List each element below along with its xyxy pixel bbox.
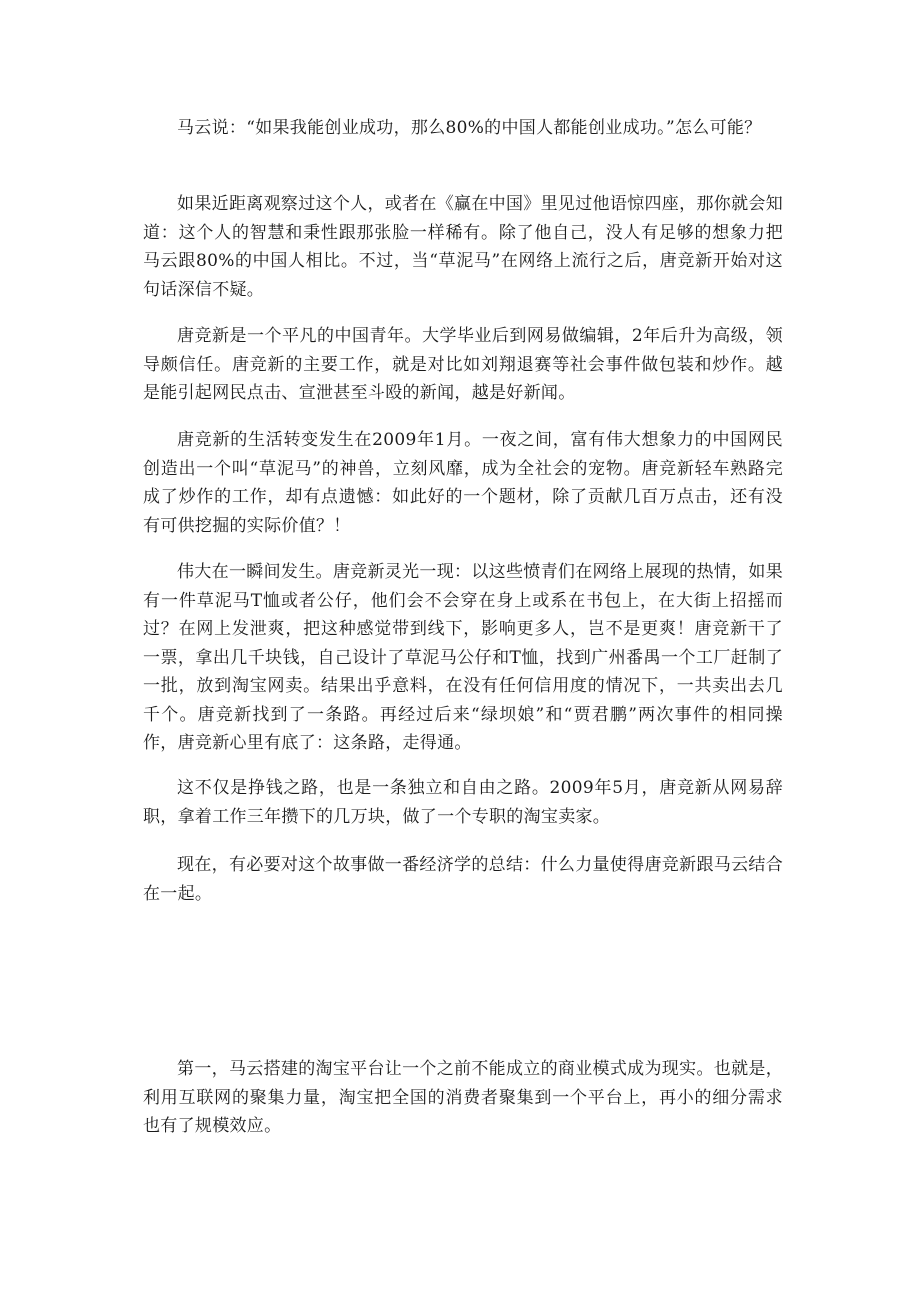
paragraph-6: 这不仅是挣钱之路，也是一条独立和自由之路。2009年5月，唐竞新从网易辞职，拿着工作三年攒下的几万块，做了一个专职的淘宝卖家。 <box>143 778 783 827</box>
paragraph-7: 现在，有必要对这个故事做一番经济学的总结：什么力量使得唐竞新跟马云结合在一起。 <box>143 855 783 904</box>
paragraph-4: 唐竞新的生活转变发生在2009年1月。一夜之间，富有伟大想象力的中国网民创造出一个叫“草泥马”的神兽，立刻风靡，成为全社会的宠物。唐竞新轻车熟路完成了炒作的工作，却有点遗憾：如此好的一个题材，除了贡献几百万点击，还有没有可供挖掘的实际价值？！ <box>143 430 783 536</box>
paragraph-3: 唐竞新是一个平凡的中国青年。大学毕业后到网易做编辑，2年后升为高级，领导颇信任。唐竞新的主要工作，就是对比如刘翔退赛等社会事件做包装和炒作。越是能引起网民点击、宣泄甚至斗殴的新闻，越是好新闻。 <box>143 326 783 403</box>
paragraph-5: 伟大在一瞬间发生。唐竞新灵光一现：以这些愤青们在网络上展现的热情，如果有一件草泥马T恤或者公仔，他们会不会穿在身上或系在书包上，在大街上招摇而过？在网上发泄爽，把这种感觉带到线下，影响更多人，岂不是更爽！唐竞新干了一票，拿出几千块钱，自己设计了草泥马公仔和T恤，找到广州番禺一个工厂赶制了一批，放到淘宝网卖。结果出乎意料，在没有任何信用度的情况下，一共卖出去几千个。唐竞新找到了一条路。再经过后来“绿坝娘”和“贾君鹏”两次事件的相同操作，唐竞新心里有底了：这条路，走得通。 <box>143 562 783 753</box>
paragraph-8: 第一，马云搭建的淘宝平台让一个之前不能成立的商业模式成为现实。也就是，利用互联网的聚集力量，淘宝把全国的消费者聚集到一个平台上，再小的细分需求也有了规模效应。 <box>143 1059 783 1136</box>
paragraph-1: 马云说：“如果我能创业成功，那么80%的中国人都能创业成功。”怎么可能？ <box>177 118 762 138</box>
paragraph-2: 如果近距离观察过这个人，或者在《赢在中国》里见过他语惊四座，那你就会知道：这个人的智慧和秉性跟那张脸一样稀有。除了他自己，没人有足够的想象力把马云跟80%的中国人相比。不过，当“草泥马”在网络上流行之后，唐竞新开始对这句话深信不疑。 <box>143 194 783 300</box>
